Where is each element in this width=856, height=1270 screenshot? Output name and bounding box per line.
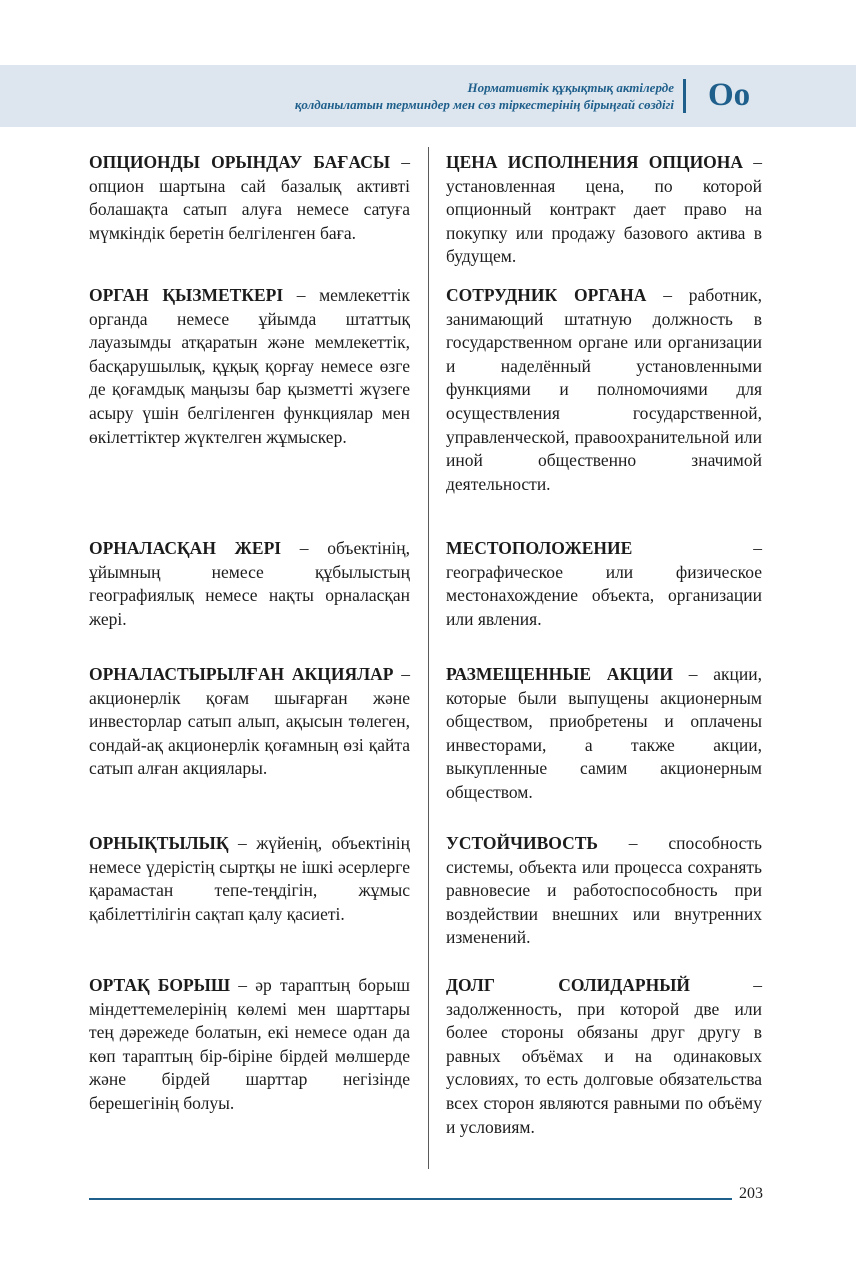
entry-ru xyxy=(446,974,762,1139)
entry-definition: – мемлекеттік органда немесе ұйымда штаттық лауазымды атқаратын және мемлекеттік, басқарушылық, құқық қорғау немесе өзге де қоғамдық маңызы бар қызметті жүзеге асыру үшін белгіленген функциялар мен өкілеттіктер жүктелген жұмыскер. xyxy=(89,285,410,447)
entry-definition: – объектінің, ұйымның немесе құбылыстың географиялық немесе нақты орналасқан жері. xyxy=(89,538,410,629)
entry-definition: – опцион шартына сай базалық активті болашақта сатып алуға немесе сатуға мүмкіндік беретін белгіленген баға. xyxy=(89,152,410,243)
footer-rule xyxy=(89,1198,732,1200)
header-title-line1: Нормативтік құқықтық актілерде xyxy=(467,80,674,95)
entry-term: СОТРУДНИК ОРГАНА xyxy=(446,285,647,305)
entry-ru xyxy=(446,151,762,269)
entry-term: ОРГАН ҚЫЗМЕТКЕРІ xyxy=(89,285,284,305)
section-letter: Оо xyxy=(708,77,751,113)
entry-definition: – әр тараптың борыш міндеттемелерінің көлемі мен шарттары тең дәрежеде болатын, екі немесе одан да көп тараптың бір-біріне бірдей мөлшерде және бірдей шарттар негізінде берешегінің болуы. xyxy=(89,975,410,1113)
entry-definition: – жүйенің, объектінің немесе үдерістің сыртқы не ішкі әсерлерге қарамастан тепе-теңдігін, жұмыс қабілеттілігін сақтап қалу қасиеті. xyxy=(89,833,410,924)
page-number: 203 xyxy=(739,1185,763,1202)
entry-term: ОРНЫҚТЫЛЫҚ xyxy=(89,833,229,853)
entry-term: ОРНАЛАСТЫРЫЛҒАН АКЦИЯЛАР xyxy=(89,664,394,684)
entry-term: ОРТАҚ БОРЫШ xyxy=(89,975,231,995)
entry-kk xyxy=(89,537,410,631)
entry-definition: – установленная цена, по которой опционный контракт дает право на покупку или продажу базового актива в будущем. xyxy=(446,152,762,267)
entry-term: ОПЦИОНДЫ ОРЫНДАУ БАҒАСЫ xyxy=(89,152,391,172)
entry-kk xyxy=(89,284,410,449)
entry-term: РАЗМЕЩЕННЫЕ АКЦИИ xyxy=(446,664,673,684)
entry-definition: – способность системы, объекта или процесса сохранять равновесие и работоспособность при воздействии внешних или внутренних изменений. xyxy=(446,833,762,948)
entry-term: МЕСТОПОЛОЖЕНИЕ xyxy=(446,538,633,558)
entry-definition: – акции, которые были выпущены акционерным обществом, приобретены и оплачены инвесторами, а также акции, выкупленные самим акционерным обществом. xyxy=(446,664,762,802)
header-title-line2: қолданылатын терминдер мен сөз тіркестерінің бірыңғай сөздігі xyxy=(294,97,674,112)
entry-ru xyxy=(446,537,762,631)
entry-definition: – задолженность, при которой две или более стороны обязаны друг другу в равных объёмах и на одинаковых условиях, то есть долговые обязательства всех сторон являются равными по объёму и условиям. xyxy=(446,975,763,1137)
entry-term: УСТОЙЧИВОСТЬ xyxy=(446,833,598,853)
entry-definition: – географическое или физическое местонахождение объекта, организации или явления. xyxy=(446,538,762,629)
entry-term: ЦЕНА ИСПОЛНЕНИЯ ОПЦИОНА xyxy=(446,152,744,172)
entry-kk xyxy=(89,832,410,926)
entry-term: ДОЛГ СОЛИДАРНЫЙ xyxy=(446,975,691,995)
entry-term: ОРНАЛАСҚАН ЖЕРІ xyxy=(89,538,282,558)
entry-definition: – работник, занимающий штатную должность в государственном органе или организации и наделённый установленными функциями и полномочиями для осуществления государственной, управленческой, правоохранительной или иной общественно значимой деятельности. xyxy=(446,285,762,494)
entry-ru xyxy=(446,832,762,950)
running-header-title xyxy=(295,79,674,113)
entry-ru xyxy=(446,663,762,805)
column-divider xyxy=(428,147,429,1169)
entry-kk xyxy=(89,151,410,245)
entry-kk xyxy=(89,974,410,1116)
entry-kk xyxy=(89,663,410,781)
header-separator-bar xyxy=(683,79,686,113)
entry-definition: – акционерлік қоғам шығарған және инвесторлар сатып алып, ақысын төлеген, сондай-ақ акционерлік қоғамның өзі қайта сатып алған акциялары. xyxy=(89,664,410,779)
entry-ru xyxy=(446,284,762,496)
